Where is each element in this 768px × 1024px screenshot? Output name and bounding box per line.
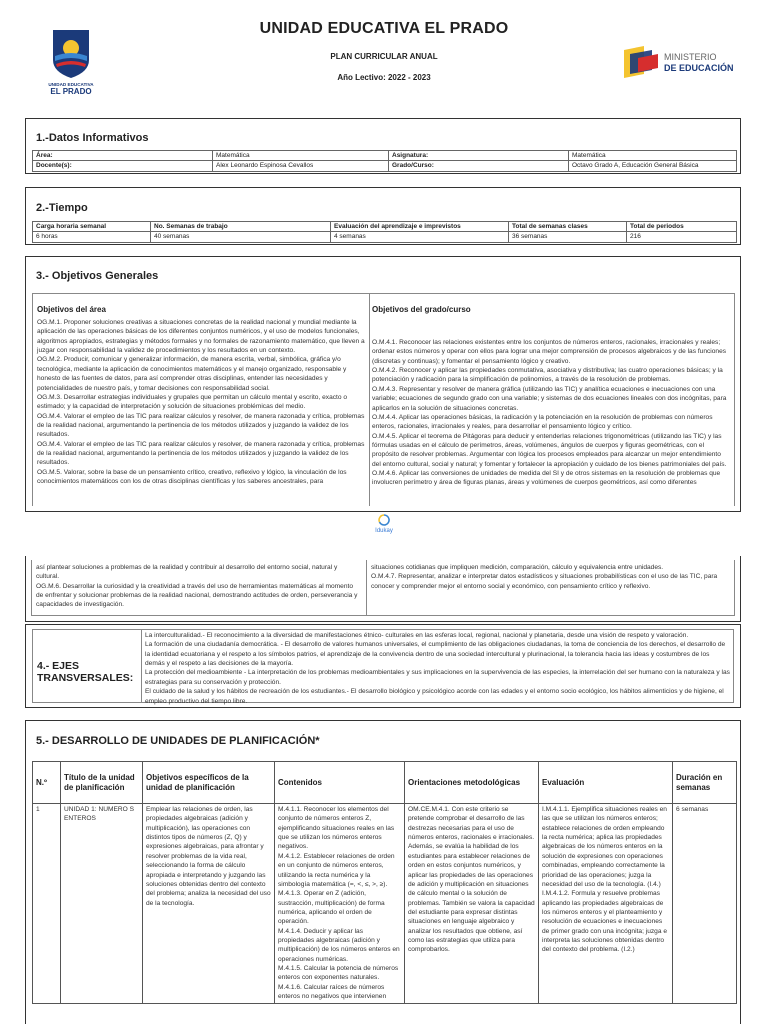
unidades-header: Objetivos específicos de la unidad de planificación <box>143 762 275 804</box>
area-objectives-heading: Objetivos del área <box>37 305 106 314</box>
logo-right-line1: MINISTERIO <box>664 52 717 62</box>
eje-item: La protección del medioambiente - La interpretación de los problemas medioambientales y sus implicaciones en la supervivencia de las especies, la interrelación del ser humano con la naturaleza y las estrategias para su conservación y protección. <box>145 669 730 686</box>
docente-value: Alex Leonardo Espinosa Cevallos <box>213 161 389 171</box>
objetivos-section-continued <box>25 556 741 622</box>
logo-right-line2: DE EDUCACIÓN <box>664 63 734 73</box>
unit-number: 1 <box>33 804 61 1004</box>
area-objective: OG.M.4. Valorar el empleo de las TIC para realizar cálculos y resolver, de manera razonada y crítica, problemas de la realidad nacional, argumentando la pertinencia de los métodos utilizados y juzgando la validez de los resultados. <box>37 440 365 467</box>
area-objectives-column <box>32 293 370 506</box>
idukay-label: Idukay <box>375 528 393 534</box>
tiempo-value: 216 <box>627 232 737 242</box>
tiempo-header: Total de semanas clases <box>509 222 627 232</box>
grade-objectives-column <box>368 293 735 506</box>
area-objective: OG.M.2. Producir, comunicar y generalizar información, de manera escrita, verbal, simbólica, gráfica y/o tecnológica, mediante la aplicación de conocimientos matemáticos y el manejo organizado, responsable y honesto de las fuentes de datos, para así comprender otras disciplinas, entender las necesidades y potencialidades de nuestro país, y tomar decisiones con responsabilidad social. <box>37 356 347 392</box>
area-value: Matemática <box>213 151 389 161</box>
grade-objective: O.M.4.1. Reconocer las relaciones existentes entre los conjuntos de números enteros, racionales, irracionales y reales; ordenar estos números y operar con ellos para lograr una mejor comprensión de procesos algebraicos y de las funciones (discretas y continuas); y fomentar el pensamiento lógico y creativo. <box>372 339 727 365</box>
asignatura-label: Asignatura: <box>389 151 569 161</box>
tiempo-value: 40 semanas <box>151 232 331 242</box>
asignatura-value: Matemática <box>569 151 737 161</box>
tiempo-header: Total de periodos <box>627 222 737 232</box>
grade-objective: situaciones cotidianas que impliquen medición, comparación, cálculo y equivalencia entre unidades. <box>371 564 664 571</box>
tiempo-value: 36 semanas <box>509 232 627 242</box>
unidades-header: Evaluación <box>539 762 673 804</box>
tiempo-value: 6 horas <box>33 232 151 242</box>
area-objective: OG.M.1. Proponer soluciones creativas a situaciones concretas de la realidad nacional y mundial mediante la aplicación de las operaciones básicas de los diferentes conjuntos numéricos, y el uso de modelos funcionales, algoritmos apropiados, estrategias y métodos formales y no formales de razonamiento matemático, que lleven a juzgar con responsabilidad la validez de procedimientos y los resultados en un contexto. <box>37 319 365 355</box>
school-year: Año Lectivo: 2022 - 2023 <box>337 73 431 82</box>
area-objective: OG.M.3. Desarrollar estrategias individuales y grupales que permitan un cálculo mental y escrito, exacto o estimado; y la capacidad de interpretación y solución de situaciones problémicas del medio. <box>37 393 348 411</box>
sec3-title: 3.- Objetivos Generales <box>36 270 159 282</box>
docente-label: Docente(s): <box>33 161 213 171</box>
eje-item: La interculturalidad.- El reconocimiento a la diversidad de manifestaciones étnico- culturales en las esferas local, regional, nacional y planetaria, desde una visión de respeto y valoración. <box>145 632 689 639</box>
grade-objective: O.M.4.2. Reconocer y aplicar las propiedades conmutativa, asociativa y distributiva; las cuatro operaciones básicas; y la potenciación y radicación para la simplificación de polinomios, a través de la resolución de problemas. <box>372 367 723 384</box>
unidades-header: Duración en semanas <box>673 762 737 804</box>
tiempo-header: No. Semanas de trabajo <box>151 222 331 232</box>
area-label: Área: <box>33 151 213 161</box>
unit-title: UNIDAD 1: NUMERO S ENTEROS <box>61 804 143 1004</box>
ministry-logo <box>622 44 734 80</box>
eje-item: La formación de una ciudadanía democrática. - El desarrollo de valores humanos universales, el cumplimiento de las obligaciones ciudadanas, la toma de conciencia de los derechos, el desarrollo de la identidad ecuatoriana y el respeto a los símbolos patrios, el aprendizaje de la convivencia dentro de una sociedad intercultural y plurinacional, la tolerancia hacia las ideas y costumbres de los demás y el respeto a las decisiones de la mayoría. <box>145 641 726 668</box>
grado-label: Grado/Curso: <box>389 161 569 171</box>
plan-title: PLAN CURRICULAR ANUAL <box>330 52 438 61</box>
unidades-section <box>25 720 741 1024</box>
objetivos-section <box>25 256 741 512</box>
grade-objective: O.M.4.3. Representar y resolver de manera gráfica (utilizando las TIC) y analítica ecuaciones e inecuaciones con una variable; ecuaciones de segundo grado con una variable; y sistemas de dos ecuaciones lineales con dos incógnitas, para aplicarlos en la solución de situaciones concretas. <box>372 385 727 412</box>
unit-methodology: OM.CE.M.4.1. Con este criterio se pretende comprobar el desarrollo de las destrezas necesarias para el uso de números enteros, racionales e irracionales. Además, se evalúa la habilidad de los estudiantes para establecer relaciones de orden en estos conjuntos numéricos, y aplicar las propiedades de las operaciones de adición y multiplicación en situaciones de cálculo mental o la solución de problemas. También se valora la capacidad del estudiante para expresar distintas situaciones en lenguaje algebraico y analizar los resultados que obtiene, así como las estrategias que utiliza para comprobarlos. <box>405 804 539 1004</box>
sec4-title: 4.- EJES TRANSVERSALES: <box>37 660 134 685</box>
grade-objective: O.M.4.6. Aplicar las conversiones de unidades de medida del SI y de otros sistemas en la resolución de problemas que involucren perímetro y área de figuras planas, áreas y volúmenes de cuerpos geométricos, así como diferentes <box>372 470 721 487</box>
grade-objectives-text <box>368 314 734 488</box>
unit-duration: 6 semanas <box>673 804 737 1004</box>
datos-informativos-section <box>25 118 741 174</box>
sec5-title: 5.- DESARROLLO DE UNIDADES DE PLANIFICACIÓN* <box>36 735 320 747</box>
sec2-title: 2.-Tiempo <box>36 202 88 214</box>
unidades-header: N.º <box>33 762 61 804</box>
grade-objective: O.M.4.7. Representar, analizar e interpretar datos estadísticos y situaciones probabilísticas con el uso de las TIC, para conocer y comprender mejor el entorno social y económico, con pensamiento crítico y reflexivo. <box>371 573 718 590</box>
area-objectives-text <box>33 314 369 486</box>
tiempo-header: Carga horaria semanal <box>33 222 151 232</box>
tiempo-value: 4 semanas <box>331 232 509 242</box>
logo-left-line2: EL PRADO <box>50 87 92 96</box>
idukay-watermark <box>360 514 408 534</box>
eje-item: El cuidado de la salud y los hábitos de recreación de los estudiantes.- El desarrollo biológico y psicológico acorde con las edades y el entorno socio ecológico, los hábitos alimenticios y de higiene, el empleo productivo del tiempo libre. <box>145 688 724 705</box>
school-title: UNIDAD EDUCATIVA EL PRADO <box>259 20 509 37</box>
unidades-header: Contenidos <box>275 762 405 804</box>
tiempo-table <box>32 221 737 243</box>
ejes-transversales-section <box>25 624 741 708</box>
grade-objective: O.M.4.4. Aplicar las operaciones básicas, la radicación y la potenciación en la resolución de problemas con números enteros, racionales, irracionales y reales, para desarrollar el pensamiento lógico y crítico. <box>372 413 713 431</box>
unidades-table <box>32 761 737 1004</box>
grade-objectives-heading: Objetivos del grado/curso <box>372 305 471 314</box>
logo-left-line1: UNIDAD EDUCATIVA <box>48 82 94 87</box>
table-row <box>33 804 737 1004</box>
idukay-logo-icon <box>378 514 390 526</box>
tiempo-section <box>25 187 741 245</box>
sec1-title: 1.-Datos Informativos <box>36 132 149 144</box>
unit-objectives: Emplear las relaciones de orden, las propiedades algebraicas (adición y multiplicación), las operaciones con distintos tipos de números (Z, Q) y expresiones algebraicas, para afrontar y resolver problemas de la vida real, seleccionando la forma de cálculo apropiada e interpretando y juzgando las soluciones obtenidas dentro del contexto del problema; analiza la necesidad del uso de la tecnología. <box>143 804 275 1004</box>
area-objective: OG.M.6. Desarrollar la curiosidad y la creatividad a través del uso de herramientas matemáticas al momento de enfrentar y solucionar problemas de la realidad nacional, demostrando actitudes de orden, perseverancia y capacidades de investigación. <box>36 582 358 609</box>
unidades-header: Título de la unidad de planificación <box>61 762 143 804</box>
unit-evaluation: I.M.4.1.1. Ejemplifica situaciones reales en las que se utilizan los números enteros; establece relaciones de orden empleando la recta numérica; aplica las propiedades algebraicas de los números enteros en la solución de expresiones con operaciones combinadas, empleando correctamente la prioridad de las operaciones; juzga la necesidad del uso de la tecnología. (I.4.) I.M.4.1.2. Formula y resuelve problemas aplicando las propiedades algebraicas de los números enteros y el planteamiento y resolución de ecuaciones e inecuaciones de primer grado con una incógnita; juzga e interpreta las soluciones obtenidas dentro del contexto del problema. (I.2.) <box>539 804 673 1004</box>
datos-table <box>32 150 737 172</box>
tiempo-header: Evaluación del aprendizaje e imprevistos <box>331 222 509 232</box>
grado-value: Octavo Grado A, Educación General Básica <box>569 161 737 171</box>
unidades-header: Orientaciones metodológicas <box>405 762 539 804</box>
area-objective: OG.M.5. Valorar, sobre la base de un pensamiento crítico, creativo, reflexivo y lógico, la vinculación de los conocimientos matemáticos con los de otras disciplinas científicas y los saberes ancestrales, para <box>37 468 347 486</box>
ejes-text <box>142 629 734 703</box>
unit-contents: M.4.1.1. Reconocer los elementos del conjunto de números enteros Z, ejemplificando situaciones reales en las que se utilizan los números enteros negativos. M.4.1.2. Establecer relaciones de orden en un conjunto de números enteros, utilizando la recta numérica y la simbología matemática (=, <, ≤, >, ≥). M.4.1.3. Operar en Z (adición, sustracción, multiplicación) de forma numérica, aplicando el orden de operación. M.4.1.4. Deducir y aplicar las propiedades algebraicas (adición y multiplicación) de los números enteros en operaciones numéricas. M.4.1.5. Calcular la potencia de números enteros con exponentes naturales. M.4.1.6. Calcular raíces de números enteros no negativos que intervienen <box>275 804 405 1004</box>
area-objective: así plantear soluciones a problemas de la realidad y contribuir al desarrollo del entorno social, natural y cultural. <box>36 564 338 581</box>
grade-objective: O.M.4.5. Aplicar el teorema de Pitágoras para deducir y entenderlas relaciones trigonométricas (utilizando las TIC) y las fórmulas usadas en el cálculo de perímetros, áreas, volúmenes, ángulos de cuerpos y figuras geométricas, con el propósito de resolver problemas. Argumentar con lógica los procesos empleados para alcanzar un mejor entendimiento del entorno cultural, social y natural; y fomentar y fortalecer la apropiación y cuidado de los bienes patrimoniales del país. <box>372 432 727 468</box>
area-objective: OG.M.4. Valorar el empleo de las TIC para realizar cálculos y resolver, de manera razonada y crítica, problemas de la realidad nacional, argumentando la pertinencia de los métodos utilizados y juzgando la validez de los resultados. <box>37 412 365 439</box>
